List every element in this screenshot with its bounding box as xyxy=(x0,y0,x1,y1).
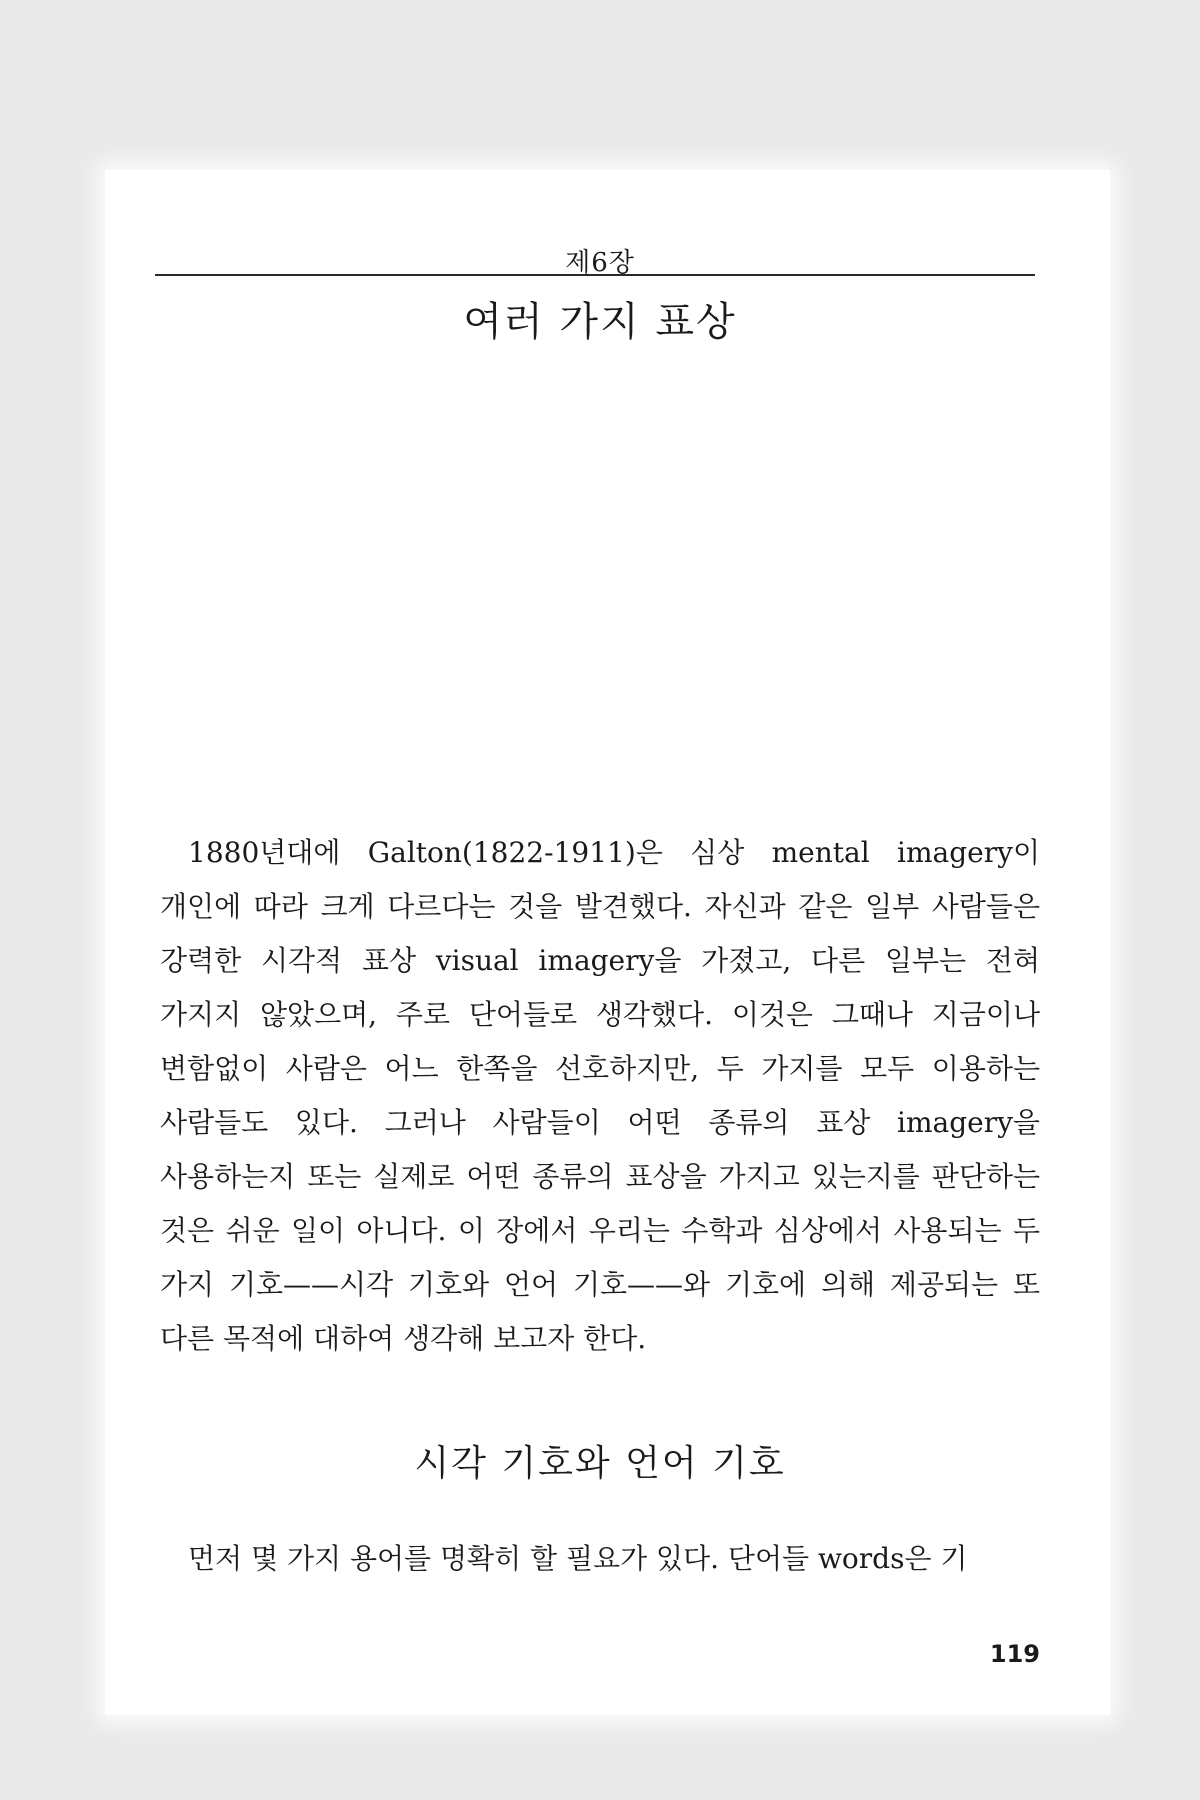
chapter-title: 여러 가지 표상 xyxy=(463,299,737,345)
page-number: 119 xyxy=(989,1640,1040,1668)
section-heading: 시각 기호와 언어 기호 xyxy=(414,1443,786,1484)
body-paragraph: 1880년대에 Galton(1822-1911)은 심상 mental imagery이 개인에 따라 크게 다르다는 것을 발견했다. 자신과 같은 일부 사람들은 강력한 시각적 표상 visual imagery을 가졌고, 다른 일부는 전혀 가지지 않았으며, 주로 단어들로 생각했다. 이것은 그때나 지금이나 변함없이 사람은 어느 한쪽을 선호하지만, 두 가지를 모두 이용하는 사람들도 있다. 그러나 사람들이 어떤 종류의 표상 imagery을 사용하는지 또는 실제로 어떤 종류의 표상을 가지고 있는지를 판단하는 것은 쉬운 일이 아니다. 이 장에서 우리는 수학과 심상에서 사용되는 두 가지 기호——시각 기호와 언어 기호——와 기호에 의해 제공되는 또 다른 목적에 대하여 생각해 보고자 한다. xyxy=(160,836,1040,1355)
body-paragraph-continued: 먼저 몇 가지 용어를 명확히 할 필요가 있다. 단어들 words은 기 xyxy=(188,1542,968,1575)
chapter-label: 제6장 xyxy=(565,248,635,278)
chapter-divider xyxy=(155,274,1035,276)
